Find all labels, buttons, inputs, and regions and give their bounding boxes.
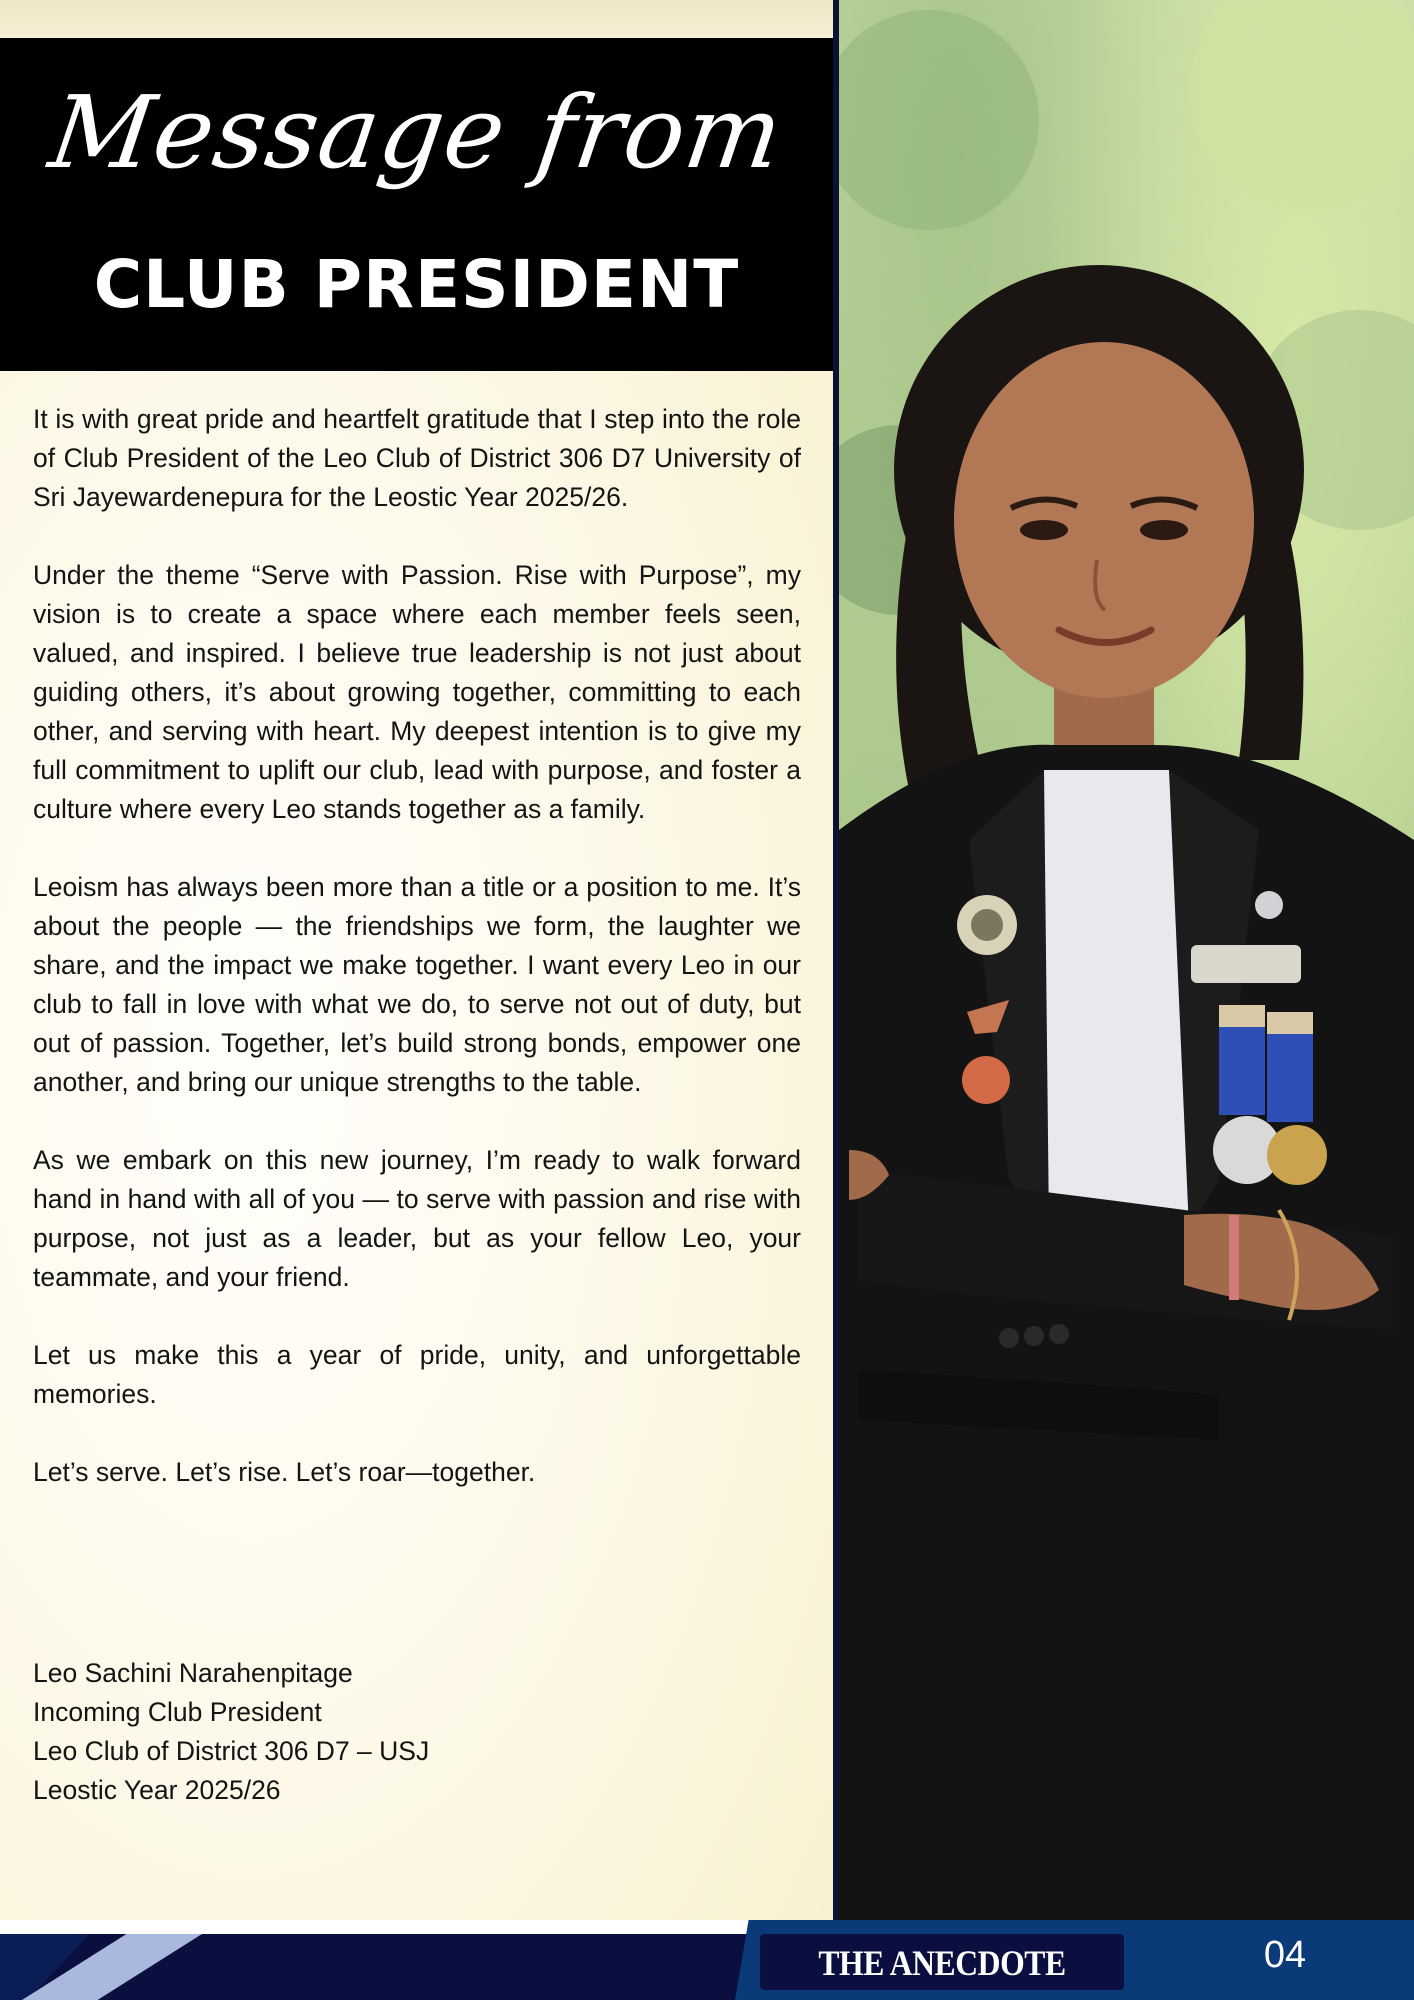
paragraph-3: Leoism has always been more than a title or a position to me. It’s about the people — the friendships we form, the laughter we share, and the impact we make together. I want every Leo in our club to fall in love with what we do, to serve not out of duty, but out of passion. Together, let’s build strong bonds, empower one another, and bring our unique strengths to the table.	[33, 872, 801, 1097]
page-number: 04	[1263, 1934, 1307, 1976]
signature-club: Leo Club of District 306 D7 – USJ	[33, 1736, 430, 1766]
paragraph-2: Under the theme “Serve with Passion. Rise with Purpose”, my vision is to create a space where each member feels seen, valued, and inspired. I believe true leadership is not just about guiding others, it’s about growing together, committing to each other, and serving with heart. My deepest intention is to give my full commitment to uplift our club, lead with purpose, and foster a culture where every Leo stands together as a family.	[33, 560, 801, 824]
paragraph-5: Let us make this a year of pride, unity, and unforgettable memories.	[33, 1340, 801, 1409]
publication-title: THE ANECDOTE	[818, 1943, 1066, 1983]
message-body	[33, 400, 801, 1531]
signature-block	[33, 1654, 429, 1810]
portrait-photo-icon	[839, 0, 1414, 1920]
portrait-photo	[839, 0, 1414, 1920]
footer	[0, 1920, 1414, 2000]
signature-role: Incoming Club President	[33, 1697, 322, 1727]
title-script: Message from	[42, 74, 791, 191]
signature-name: Leo Sachini Narahenpitage	[33, 1658, 353, 1688]
paragraph-6: Let’s serve. Let’s rise. Let’s roar—together.	[33, 1457, 536, 1487]
top-band	[0, 0, 833, 38]
paragraph-4: As we embark on this new journey, I’m ready to walk forward hand in hand with all of you — to serve with passion and rise with purpose, not just as a leader, but as your fellow Leo, your teammate, and your friend.	[33, 1145, 801, 1292]
title-block	[0, 38, 833, 371]
page-title: CLUB PRESIDENT	[93, 246, 740, 323]
paragraph-1: It is with great pride and heartfelt gratitude that I step into the role of Club President of the Leo Club of District 306 D7 University of Sri Jayewardenepura for the Leostic Year 2025/26.	[33, 404, 801, 512]
signature-year: Leostic Year 2025/26	[33, 1775, 281, 1805]
